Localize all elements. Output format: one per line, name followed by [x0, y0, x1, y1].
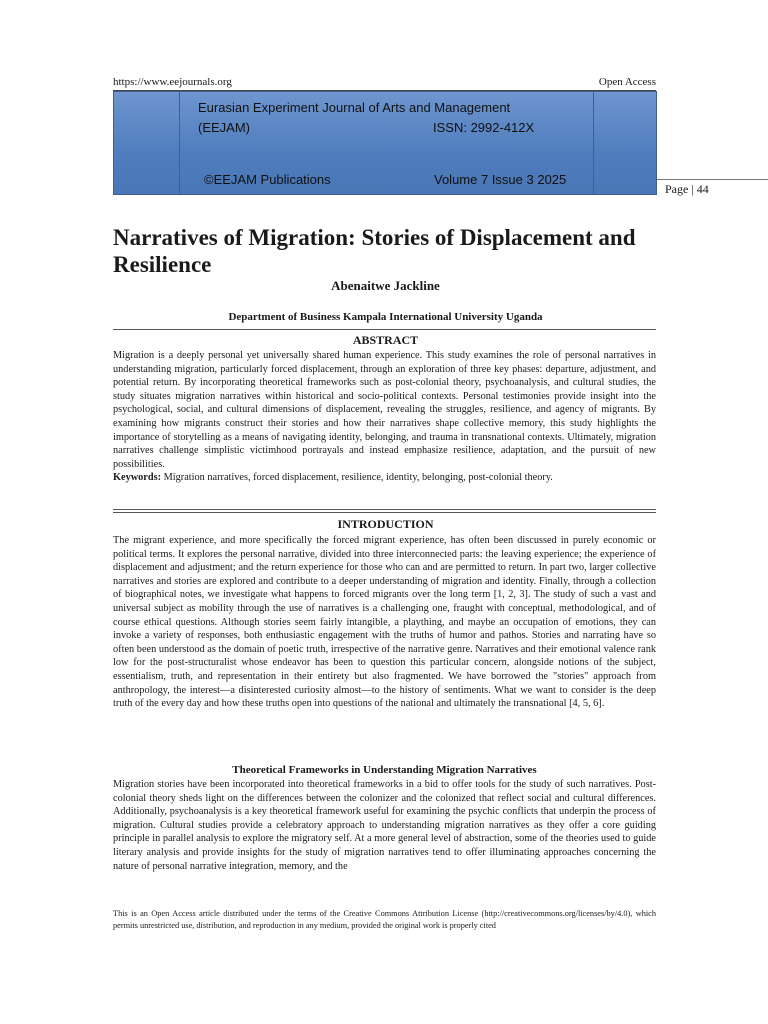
abstract-text: [113, 349, 656, 485]
author-name: Abenaitwe Jackline: [331, 278, 440, 293]
frameworks-text: Migration stories have been incorporated into theoretical frameworks in a bid to offer tools for the study of such narratives. Post-colonial theory sheds light on the differences between the colonizer and the colonized that reflect social and cultural differences. Additionally, psychoanalysis is a key theoretical framework useful for examining the psychic conflicts that underpin the process of migration. Cultural studies provide a celebratory approach to understanding migration narratives as they offer a core guiding principle in parallel analysis to explore the migratory self. At a more general level of abstraction, some of the theories used to guide literary analysis and provide insights for the study of migration narratives tend to offer illuminating approaches concerning the nature of personal narrative integration, memory, and the: [113, 779, 656, 872]
abstract-top-rule: [113, 329, 656, 330]
page-number-rule: [657, 179, 768, 180]
keywords-list: Migration narratives, forced displacement, resilience, identity, belonging, post-colonial theory.: [161, 472, 553, 484]
author-affiliation: Department of Business Kampala International University Uganda: [228, 311, 543, 323]
journal-abbreviation: (EEJAM): [198, 120, 250, 135]
journal-banner: [113, 91, 657, 195]
journal-issn: ISSN: 2992-412X: [433, 120, 535, 135]
journal-url[interactable]: https://www.eejournals.org: [113, 76, 232, 88]
introduction-text: The migrant experience, and more specifically the forced migrant experience, has often been discussed in purely economic or political terms. It explores the personal narrative, divided into three interconnected parts: the leaving experience; the experience of displacement and adjustment; and the return experience for those who can and are permitted to return. In part two, larger collective narratives and stories are explored and contribute to a deeper understanding of migration and identity. Finally, through a collection of biographical notes, we investigate what happens to forced migrants over the long term [1, 2, 3]. The study of such a vast and universal subject as mobility through the use of narratives is a challenging one, fraught with conceptual, methodological, and of course ethical questions. Although stories seem fairly intangible, a plaything, and maybe an occupation of emotions, they can invoke a variety of responses, both enthusiastic engagement with the truths of humor and pathos. Stories and narrating have so often been understood as the domain of poetic truth, irrespective of the narrative genre. Narratives and their emotional valence rank low for the post-structuralist whose endeavor has been to question this particular concern, alongside notions of the subject, essentialism, truth, and representation in their entirety but also fragmented. We have borrowed the "stories" approach from anthropology, the interest—a disinterested curiosity almost—to the history of sentiments. What we want to consider is the deep truth of the every day and how these truths open into questions of the national and ultimately the transnational [4, 5, 6].: [113, 535, 656, 710]
page-number: Page | 44: [665, 182, 709, 196]
journal-name: Eurasian Experiment Journal of Arts and Management: [198, 100, 511, 115]
abstract-heading: ABSTRACT: [352, 333, 419, 347]
abstract-body: Migration is a deeply personal yet universally shared human experience. This study examines the role of personal narratives in understanding migration, particularly forced displacement, through an exploration of three key phases: departure, adjustment, and potential return. By incorporating theoretical frameworks such as post-colonial theory, psychoanalysis, and cultural studies, the study situates migration narratives within historical and socio-political contexts. Personal testimonies provide insight into the psychological, social, and cultural dimensions of displacement, revealing the struggles, resilience, and agency of migrants. By examining how migrants construct their stories and how their narratives shape collective memory, this study highlights the importance of storytelling as a means of navigating identity, belonging, and trauma in transnational contexts. Ultimately, migration narratives challenge simplistic victimhood portrayals and instead emphasize resilience, adaptation, and the pursuit of new possibilities.: [113, 350, 656, 470]
abstract-bottom-rule-2: [113, 512, 656, 513]
introduction-heading: INTRODUCTION: [337, 517, 434, 531]
abstract-bottom-rule: [113, 509, 656, 510]
volume-issue: Volume 7 Issue 3 2025: [434, 172, 567, 187]
article-title: Narratives of Migration: Stories of Displacement and Resilience: [113, 225, 636, 277]
keywords-label: Keywords:: [113, 472, 162, 484]
open-access-label: Open Access: [598, 76, 656, 88]
publisher: ©EEJAM Publications: [204, 172, 331, 187]
frameworks-heading: Theoretical Frameworks in Understanding Migration Narratives: [232, 764, 537, 776]
license-notice: This is an Open Access article distributed under the terms of the Creative Commons Attribution License (http://creativecommons.org/licenses/by/4.0), which permits unrestricted use, distribution, and reproduction in any medium, provided the original work is properly cited: [113, 909, 656, 930]
